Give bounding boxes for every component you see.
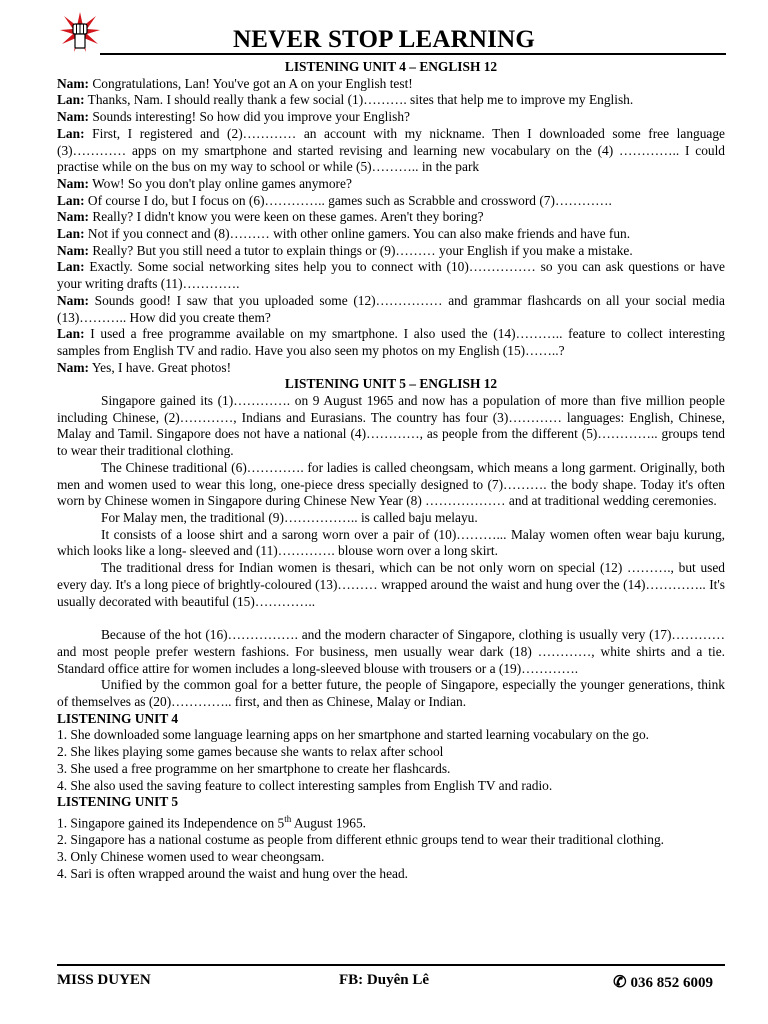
speaker-name: Nam: (57, 109, 89, 125)
dialogue-line (57, 326, 725, 359)
tf5-item: 3. Only Chinese women used to wear cheongsam. (57, 848, 325, 864)
unit4-dialogue (57, 76, 725, 377)
speaker-name: Nam: (57, 359, 89, 375)
dialogue-line (57, 76, 725, 93)
speaker-name: Nam: (57, 242, 89, 258)
footer-author: MISS DUYEN (57, 972, 151, 988)
dialogue-line (57, 360, 725, 377)
footer-phone: ✆ 036 852 6009 (613, 974, 713, 991)
tf5-item: 2. Singapore has a national costume as people from different ethnic groups tend to wear their traditional clothing. (57, 832, 664, 848)
tf5-item: 1. Singapore gained its Independence on 5th August 1965. (57, 813, 366, 831)
tf4-item: 3. She used a free programme on her smartphone to create her flashcards. (57, 760, 451, 776)
page-title: NEVER STOP LEARNING (232, 26, 536, 53)
unit5-paragraph: The traditional dress for Indian women is thesari, which can be not only worn on special (12) ………., but used every day. It's a long piece of brightly-coloured (13)……… wrapped around the waist and hung over the (14)………….. It's usually decorated with beautiful (15)………….. (57, 560, 725, 609)
unit5-paragraph: The Chinese traditional (6)…………. for ladies is called cheongsam, which means a long garment. Originally, both men and women used to wear this long, one-piece dress specially designed to (7)………. the body shape. Today it's often worn by Chinese women in Singapore during Chinese New Year (8) ……………… and at traditional wedding ceremonies. (57, 459, 725, 509)
unit5-paragraph: Unified by the common goal for a better future, the people of Singapore, especially the younger generations, think of themselves as (20)………….. first, and then as Chinese, Malay or Indian. (57, 677, 725, 710)
tf4-heading: LISTENING UNIT 4 (57, 710, 179, 726)
tf4-item: 2. She likes playing some games because she wants to relax after school (57, 744, 444, 760)
speaker-name: Nam: (57, 209, 89, 225)
dialogue-line (57, 226, 725, 243)
dialogue-text: Thanks, Nam. I should really thank a few social (1)………. sites that help me to improve my English. (84, 92, 634, 108)
dialogue-line (57, 243, 725, 260)
footer-facebook: FB: Duyên Lê (339, 972, 429, 988)
unit5-paragraph: Singapore gained its (1)…………. on 9 August 1965 and now has a population of more than five million people including Chinese, (2)…………, Indians and Eurasians. The country has four (3)………… languages: English, Chinese, Malay and Tamil. Singapore does not have a national (4)…………, as people from the different (5)………….. groups tend to wear their traditional clothing. (57, 393, 725, 459)
dialogue-text: Sounds interesting! So how did you improve your English? (88, 109, 410, 125)
dialogue-text: Not if you connect and (8)……… with other online gamers. You can also make friends and have fun. (84, 226, 631, 242)
speaker-name: Lan: (57, 125, 85, 141)
tf5-heading: LISTENING UNIT 5 (57, 794, 179, 810)
speaker-name: Nam: (57, 75, 89, 91)
dialogue-text: Exactly. Some social networking sites help you to connect with (10)…………… so you can ask questions or have your writing drafts (11)…………. (57, 259, 725, 292)
dialogue-text: First, I registered and (2)………… an account with my nickname. Then I downloaded some free language (3)………… apps on my smartphone and started revising and learning new vocabulary on the (4) ………….. I could practise while on the bus on my way to school or while (5)……….. in the park (57, 125, 725, 175)
dialogue-line (57, 293, 725, 326)
dialogue-text: Congratulations, Lan! You've got an A on your English test! (88, 75, 413, 91)
dialogue-line (57, 109, 725, 126)
dialogue-text: Yes, I have. Great photos! (88, 359, 232, 375)
tf5-item: 4. Sari is often wrapped around the waist and hung over the head. (57, 865, 409, 881)
speaker-name: Lan: (57, 92, 85, 108)
dialogue-text: Really? But you still need a tutor to explain things or (9)……… your English if you make a mistake. (88, 242, 633, 258)
dialogue-text: Really? I didn't know you were keen on these games. Aren't they boring? (88, 209, 484, 225)
speaker-name: Lan: (57, 226, 85, 242)
speaker-name: Lan: (57, 259, 85, 275)
dialogue-line (57, 92, 725, 109)
unit4-heading: LISTENING UNIT 4 – ENGLISH 12 (284, 59, 498, 74)
dialogue-text: Wow! So you don't play online games anymore? (88, 175, 352, 191)
speaker-name: Lan: (57, 192, 85, 208)
tf4-item: 1. She downloaded some language learning apps on her smartphone and started learning vocabulary on the go. (57, 727, 649, 743)
unit5-paragraph: Because of the hot (16)……………. and the modern character of Singapore, clothing is usually very (17)………… and most people prefer western fashions. For business, men usually wear dark (18) …………, white shirts and a tie. Standard office attire for women includes a long-sleeved blouse with trousers or a (19)…………. (57, 627, 725, 676)
unit5-heading: LISTENING UNIT 5 – ENGLISH 12 (284, 376, 498, 392)
header-divider (100, 53, 726, 55)
dialogue-text: Sounds good! I saw that you uploaded some (12)…………… and grammar flashcards on all your social media (13)……….. How did you create them? (57, 292, 725, 325)
dialogue-line (57, 193, 725, 210)
speaker-name: Nam: (57, 292, 89, 308)
worksheet-content (57, 59, 725, 882)
page-footer (0, 972, 768, 994)
dialogue-text: Of course I do, but I focus on (6)………….. games such as Scrabble and crossword (7)…………. (84, 192, 612, 208)
dialogue-line (57, 176, 725, 193)
phone-icon: ✆ (613, 974, 627, 991)
speaker-name: Nam: (57, 175, 89, 191)
page-header (0, 0, 768, 62)
tf4-item: 4. She also used the saving feature to collect interesting samples from English TV and radio. (57, 777, 553, 793)
unit5-paragraph: It consists of a loose shirt and a sarong worn over a pair of (10)………... Malay women often wear baju kurung, which looks like a long- sleeved and (11)…………. blouse worn over a long skirt. (57, 526, 725, 559)
dialogue-line (57, 126, 725, 176)
speaker-name: Lan: (57, 326, 85, 342)
unit5-paragraph: For Malay men, the traditional (9)…………….. is called baju melayu. (101, 509, 478, 525)
footer-divider (57, 964, 725, 966)
dialogue-text: I used a free programme available on my smartphone. I also used the (14)……….. feature to collect interesting samples from English TV and radio. Have you also seen my photos on my English (15)……..? (57, 326, 725, 358)
dialogue-line (57, 209, 725, 226)
dialogue-line (57, 259, 725, 292)
